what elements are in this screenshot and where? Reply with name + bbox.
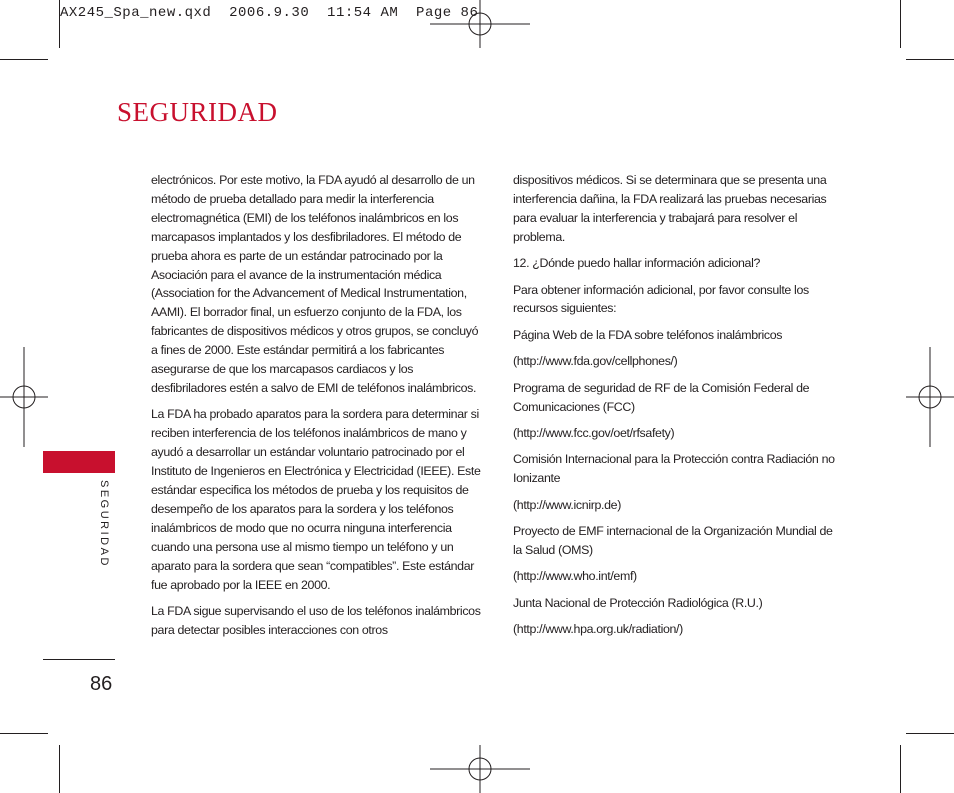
crop-mark-bottom-right-horizontal — [906, 733, 954, 734]
resource-url: (http://www.hpa.org.uk/radiation/) — [513, 622, 683, 637]
resource-name: Programa de seguridad de RF de la Comisión Federal de Comunicaciones (FCC) — [513, 380, 810, 414]
slug-line: AX245_Spa_new.qxd 2006.9.30 11:54 AM Page 86 — [60, 5, 479, 21]
right-paragraph: dispositivos médicos. Si se determinara que se presenta una interferencia dañina, la FDA realizará las pruebas necesarias para evaluar la interferencia y trabajará para resolver el problema. — [513, 173, 827, 244]
resource-name: Comisión Internacional para la Protección contra Radiación no Ionizante — [513, 452, 835, 486]
registration-mark-right — [906, 347, 954, 447]
crop-mark-bottom-left-horizontal — [0, 733, 48, 734]
crop-mark-top-left-horizontal — [0, 59, 48, 60]
side-tab-bar — [43, 451, 115, 473]
resource-name: Junta Nacional de Protección Radiológica (R.U.) — [513, 595, 763, 610]
left-paragraph: electrónicos. Por este motivo, la FDA ayudó al desarrollo de un método de prueba detallado para medir la interferencia electromagnética (EMI) de los teléfonos inalámbricos en los marcapasos implantados y los desfibriladores. El método de prueba ahora es parte de un estándar patrocinado por la Asociación para el avance de la instrumentación médica (Association for the Advancement of Medical Instrumentation, AAMI). El borrador final, un esfuerzo conjunto de la FDA, los fabricantes de dispositivos médicos y otros grupos, se concluyó a fines de 2000. Este estándar permitirá a los fabricantes asegurarse de que los marcapasos cardiacos y los desfibriladores estén a salvo de EMI de teléfonos inalámbricos. — [151, 173, 479, 395]
crop-mark-bottom-left-vertical — [59, 745, 60, 793]
crop-mark-top-right-horizontal — [906, 59, 954, 60]
right-paragraph: Para obtener información adicional, por favor consulte los recursos siguientes: — [513, 282, 809, 316]
registration-mark-bottom — [430, 745, 530, 793]
resource-name: Página Web de la FDA sobre teléfonos inalámbricos — [513, 327, 783, 342]
resource-url: (http://www.icnirp.de) — [513, 497, 621, 512]
left-column — [151, 171, 483, 647]
resource-url: (http://www.who.int/emf) — [513, 569, 637, 584]
section-heading: 12. ¿Dónde puedo hallar información adicional? — [513, 256, 761, 271]
page-title: SEGURIDAD — [117, 97, 278, 127]
registration-mark-left — [0, 347, 48, 447]
crop-mark-top-right-vertical — [900, 0, 901, 48]
crop-mark-bottom-right-vertical — [900, 745, 901, 793]
resource-name: Proyecto de EMF internacional de la Organización Mundial de la Salud (OMS) — [513, 524, 833, 557]
side-tab-label: SEGURIDAD — [98, 480, 110, 568]
left-paragraph: La FDA ha probado aparatos para la sordera para determinar si reciben interferencia de los teléfonos inalámbricos de mano y ayudó a desarrollar un estándar voluntario patrocinado por el Instituto de Ingenieros en Electrónica y Electricidad (IEEE). Este estándar especifica los métodos de prueba y los requisitos de desempeño de los aparatos para la sordera y los teléfonos inalámbricos de modo que no ocurra ninguna interferencia cuando una persona use al mismo tiempo un teléfono y un aparato para la sordera que sean “compatibles”. Este estándar fue aprobado por la IEEE en 2000. — [151, 407, 481, 592]
left-paragraph: La FDA sigue supervisando el uso de los teléfonos inalámbricos para detectar posibles interacciones con otros — [151, 603, 481, 637]
resource-url: (http://www.fcc.gov/oet/rfsafety) — [513, 425, 675, 440]
right-column — [513, 171, 843, 647]
resource-url: (http://www.fda.gov/cellphones/) — [513, 354, 678, 369]
page-number: 86 — [90, 673, 113, 695]
side-divider — [43, 659, 115, 660]
